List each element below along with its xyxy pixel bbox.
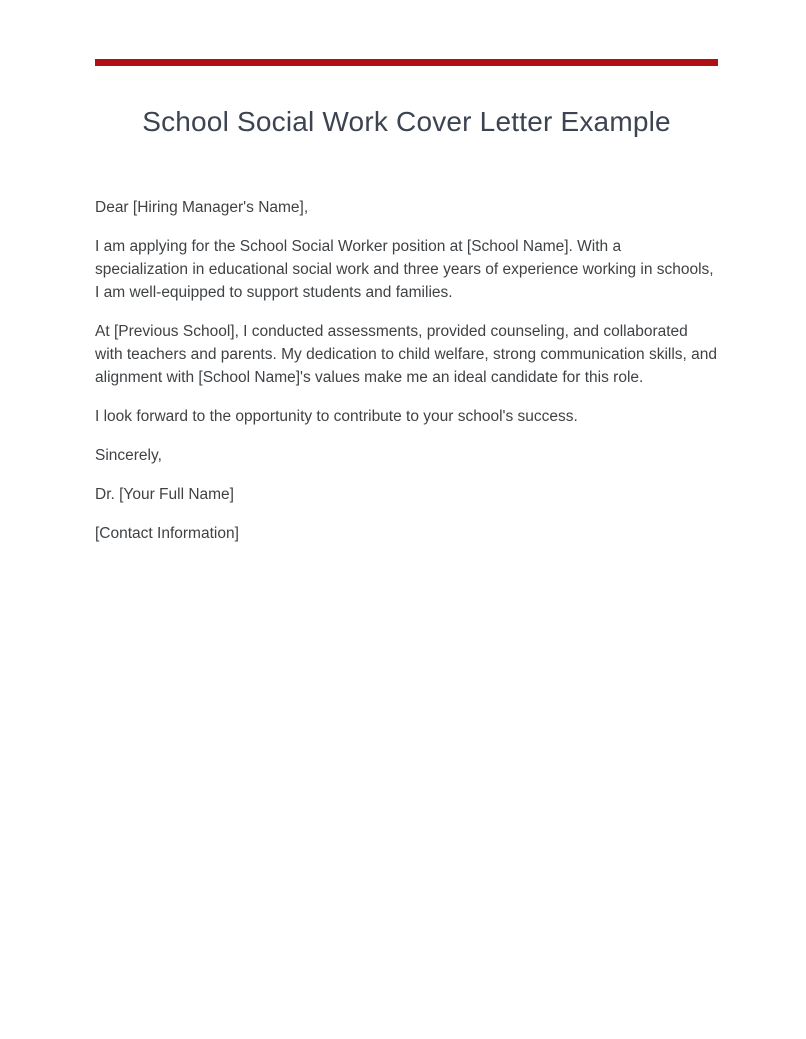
contact-info: [Contact Information] <box>95 525 239 542</box>
paragraph-intro: I am applying for the School Social Worker position at [School Name]. With a specialization in educational social work and three years of experience working in schools, I am well-equipped to support students and families. <box>95 238 714 301</box>
paragraph-outro: I look forward to the opportunity to contribute to your school's success. <box>95 408 578 425</box>
letter-content <box>95 59 718 561</box>
closing: Sincerely, <box>95 447 162 464</box>
signature: Dr. [Your Full Name] <box>95 486 234 503</box>
page-title: School Social Work Cover Letter Example <box>142 106 671 137</box>
letter-body <box>95 196 718 545</box>
paragraph-experience: At [Previous School], I conducted assessments, provided counseling, and collaborated with teachers and parents. My dedication to child welfare, strong communication skills, and alignment with [School Name]'s values make me an ideal candidate for this role. <box>95 323 718 386</box>
accent-divider <box>95 59 718 66</box>
salutation: Dear [Hiring Manager's Name], <box>95 199 309 216</box>
